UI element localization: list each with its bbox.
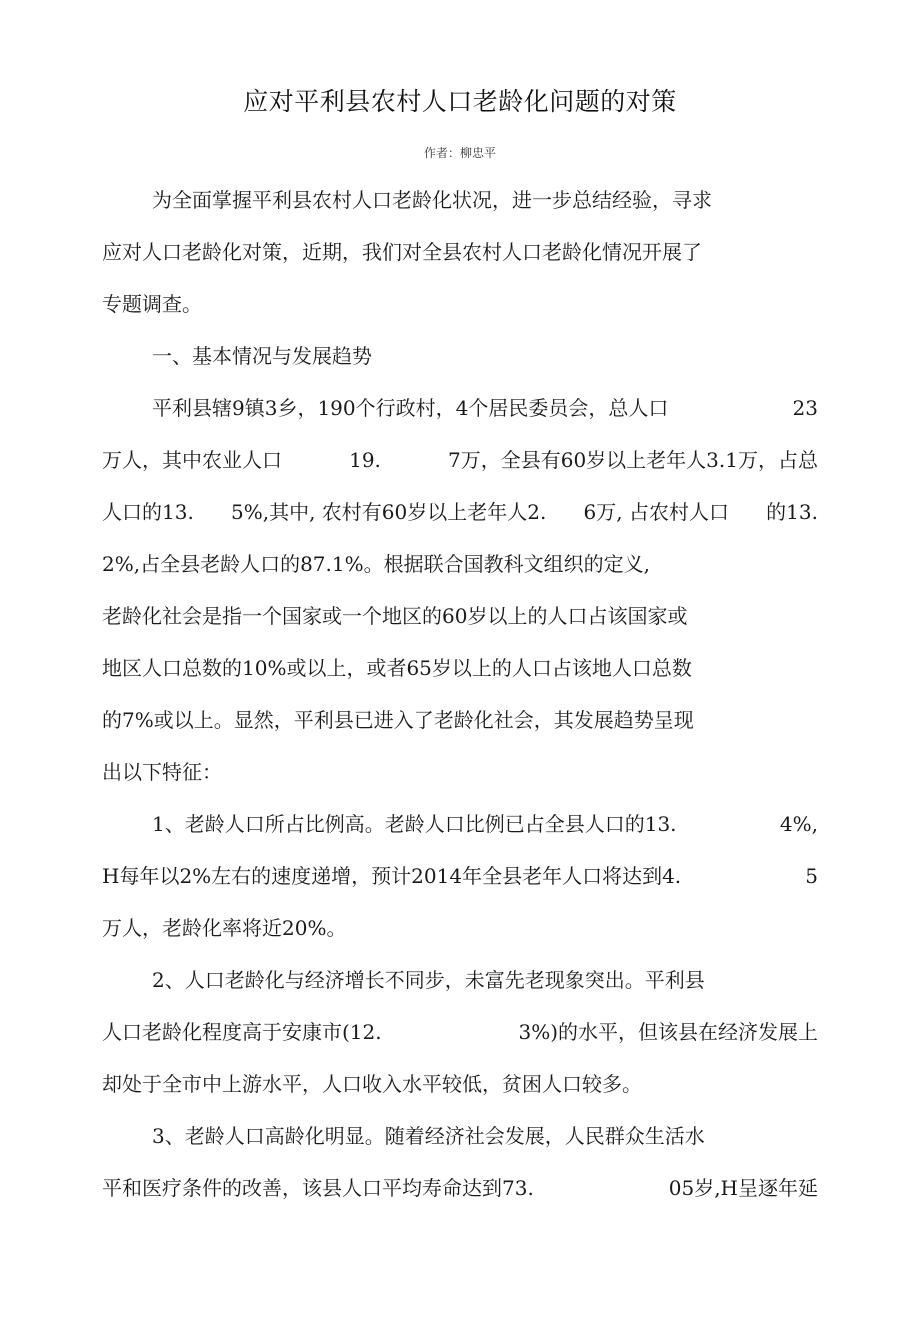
text-segment: 专题调查。 [102,292,202,316]
text-segment: 19. [349,448,381,472]
text-segment: 5 [805,864,818,888]
text-segment: 5%,其中, 农村有60岁以上老年人2. [231,500,547,524]
text-segment: 23 [792,396,818,420]
text-segment: 万人，老龄化率将近20%。 [102,916,347,940]
text-segment: H每年以2%左右的速度递增，预计2014年全县老年人口将达到4. [102,864,682,888]
text-segment: 05岁,H呈逐年延 [668,1176,818,1200]
section-heading [152,342,372,370]
body-line [152,1122,705,1150]
document-title: 应对平利县农村人口老龄化问题的对策 [243,87,677,116]
text-segment: 的13. [766,500,818,524]
text-segment: 应对人口老龄化对策，近期，我们对全县农村人口老龄化情况开展了 [102,240,702,264]
text-segment: 出以下特征： [102,760,222,784]
text-segment: 为全面掌握平利县农村人口老龄化状况，进一步总结经验，寻求 [152,188,712,212]
text-segment: 一、基本情况与发展趋势 [152,344,372,368]
text-segment: 平和医疗条件的改善，该县人口平均寿命达到73. [102,1176,534,1200]
body-line [102,498,818,526]
text-segment: 3%)的水平，但该县在经济发展上 [518,1020,818,1044]
author-line: 作者：柳忠平 [423,146,496,160]
body-line [102,1018,818,1046]
body-line [152,186,712,214]
text-segment: 人口老龄化程度高于安康市(12. [102,1020,382,1044]
text-segment: 却处于全市中上游水平，人口收入水平较低，贫困人口较多。 [102,1072,642,1096]
text-segment: 老龄化社会是指一个国家或一个地区的60岁以上的人口占该国家或 [102,604,688,628]
body-line [102,914,346,942]
body-line [102,1174,818,1202]
body-line [102,238,702,266]
text-segment: 万人，其中农业人口 [102,448,282,472]
text-segment: 平利县辖9镇3乡，190个行政村，4个居民委员会，总人口 [152,396,669,420]
body-line [152,810,818,838]
body-line [152,966,705,994]
text-segment: 人口的13. [102,500,194,524]
body-line [102,706,694,734]
text-segment: 的7%或以上。显然，平利县已进入了老龄化社会，其发展趋势呈现 [102,708,694,732]
body-line [152,394,818,422]
text-segment: 7万，全县有60岁以上老年人3.1万，占总 [448,448,818,472]
body-line [102,290,202,318]
text-segment: 4%, [779,812,818,836]
text-segment: 6万, 占农村人口 [583,500,729,524]
text-segment: 2、人口老龄化与经济增长不同步，未富先老现象突出。平利县 [152,968,705,992]
body-line [102,1070,642,1098]
text-segment: 3、老龄人口高龄化明显。随着经济社会发展，人民群众生活水 [152,1124,705,1148]
body-line [102,446,818,474]
body-line [102,602,687,630]
body-line [102,862,818,890]
text-segment: 地区人口总数的10%或以上，或者65岁以上的人口占该地人口总数 [102,656,692,680]
text-segment: 2%,占全县老龄人口的87.1%。根据联合国教科文组织的定义, [102,552,650,576]
body-line [102,550,650,578]
body-line [102,654,692,682]
body-line [102,758,222,786]
text-segment: 1、老龄人口所占比例高。老龄人口比例已占全县人口的13. [152,812,677,836]
